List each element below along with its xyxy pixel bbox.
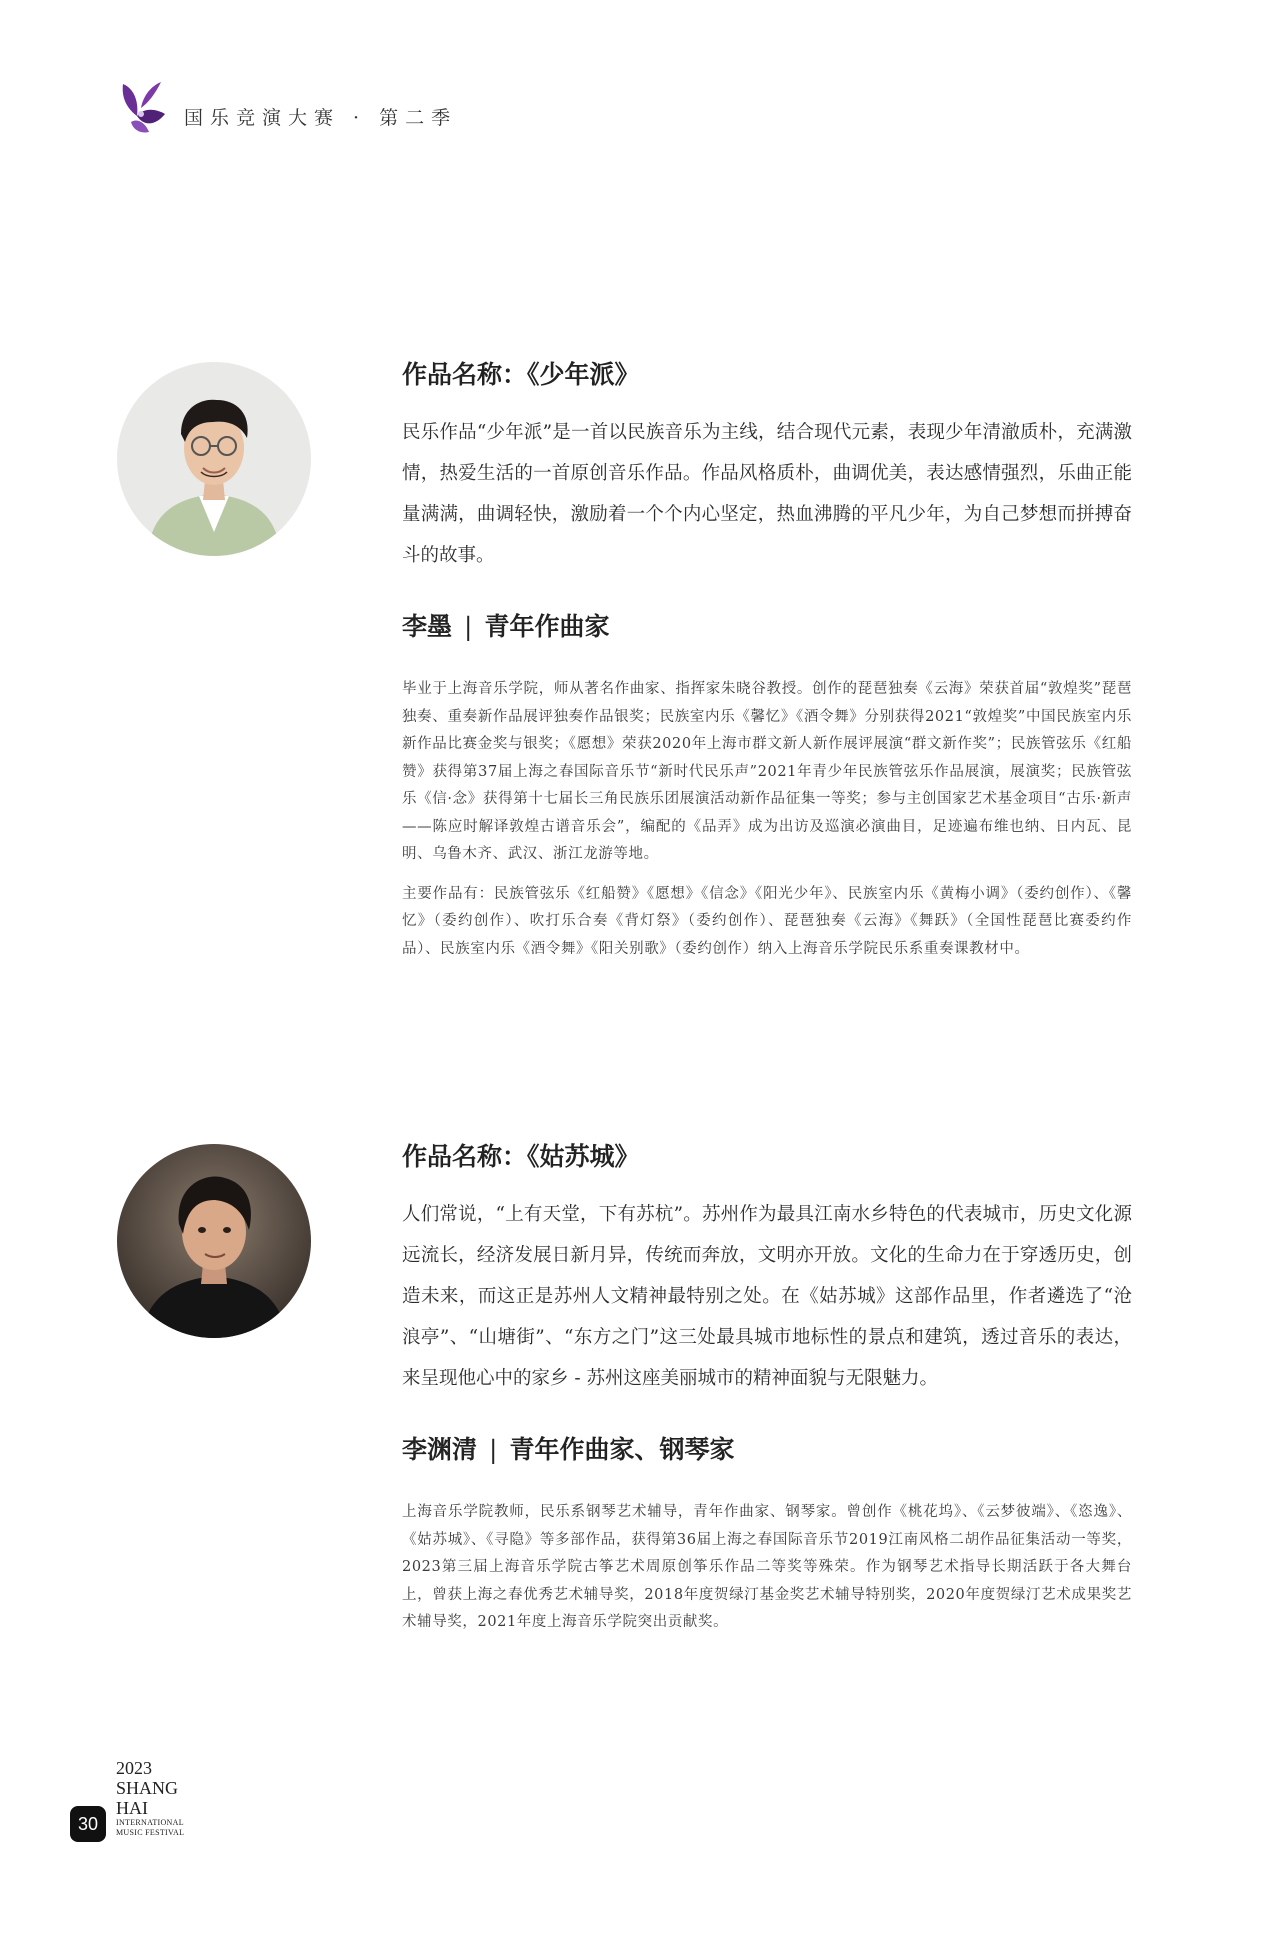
composer-name: 李渊清 (402, 1435, 478, 1464)
page-footer (70, 1758, 210, 1878)
festival-year: 2023 (116, 1758, 152, 1778)
festival-wordmark (116, 1758, 184, 1838)
festival-name-line-3: INTERNATIONAL (116, 1818, 184, 1827)
series-title: 国乐竞演大赛 · 第二季 (184, 107, 458, 129)
festival-name-line-4: MUSIC FESTIVAL (116, 1828, 185, 1837)
heading-separator: | (464, 612, 473, 641)
work-title: 作品名称：《姑苏城》 (402, 1142, 640, 1171)
composer-heading (402, 1435, 1132, 1465)
orchid-flower-logo-icon (115, 78, 170, 138)
composer-heading (402, 612, 1132, 642)
composer-bio: 上海音乐学院教师，民乐系钢琴艺术辅导，青年作曲家、钢琴家。曾创作《桃花坞》、《云梦彼端》、《恣逸》、《姑苏城》、《寻隐》等多部作品，获得第36届上海之春国际音乐节2019江南风格二胡作品征集活动一等奖，2023第三届上海音乐学院古筝艺术周原创筝乐作品二等奖等殊荣。作为钢琴艺术指导长期活跃于各大舞台上，曾获上海之春优秀艺术辅导奖，2018年度贺绿汀基金奖艺术辅导特别奖，2020年度贺绿汀艺术成果奖艺术辅导奖，2021年度上海音乐学院突出贡献奖。 (402, 1504, 1132, 1630)
work-description: 人们常说，“上有天堂，下有苏杭”。苏州作为最具江南水乡特色的代表城市，历史文化源远流长，经济发展日新月异，传统而奔放，文明亦开放。文化的生命力在于穿透历史，创造未来，而这正是苏州人文精神最特别之处。在《姑苏城》这部作品里，作者遴选了“沧浪亭”、“山塘街”、“东方之门”这三处最具城市地标性的景点和建筑，透过音乐的表达，来呈现他心中的家乡 - 苏州这座美丽城市的精神面貌与无限魅力。 (402, 1204, 1132, 1389)
page-header (115, 78, 457, 138)
heading-separator: | (489, 1435, 498, 1464)
composer-portrait-avatar (117, 362, 311, 556)
work-description: 民乐作品“少年派”是一首以民族音乐为主线，结合现代元素，表现少年清澈质朴，充满激情，热爱生活的一首原创音乐作品。作品风格质朴，曲调优美，表达感情强烈，乐曲正能量满满，曲调轻快，激励着一个个内心坚定，热血沸腾的平凡少年，为自己梦想而拼搏奋斗的故事。 (402, 422, 1132, 566)
work-title: 作品名称：《少年派》 (402, 360, 640, 389)
composer-bio: 毕业于上海音乐学院，师从著名作曲家、指挥家朱晓谷教授。创作的琵琶独奏《云海》荣获首届“敦煌奖”琵琶独奏、重奏新作品展评独奏作品银奖；民族室内乐《馨忆》《酒令舞》分别获得2021“敦煌奖”中国民族室内乐新作品比赛金奖与银奖；《愿想》荣获2020年上海市群文新人新作展评展演“群文新作奖”；民族管弦乐《红船赞》获得第37届上海之春国际音乐节“新时代民乐声”2021年青少年民族管弦乐作品展演，展演奖；民族管弦乐《信·念》获得第十七届长三角民族乐团展演活动新作品征集一等奖；参与主创国家艺术基金项目“古乐·新声——陈应时解译敦煌古谱音乐会”，编配的《品弄》成为出访及巡演必演曲目，足迹遍布维也纳、日内瓦、昆明、乌鲁木齐、武汉、浙江龙游等地。 (402, 681, 1132, 862)
composer-portrait-avatar (117, 1144, 311, 1338)
composer-name: 李墨 (402, 612, 453, 641)
entry-content (402, 360, 1132, 963)
composer-role: 青年作曲家、钢琴家 (509, 1435, 735, 1464)
festival-name-line-1: SHANG (116, 1778, 179, 1798)
composer-major-works: 主要作品有：民族管弦乐《红船赞》《愿想》《信念》《阳光少年》、民族室内乐《黄梅小调》（委约创作）、《馨忆》（委约创作）、吹打乐合奏《背灯祭》（委约创作）、琵琶独奏《云海》《舞跃》（全国性琵琶比赛委约作品）、民族室内乐《酒令舞》《阳关别歌》（委约创作）纳入上海音乐学院民乐系重奏课教材中。 (402, 885, 1132, 957)
festival-name-line-2: HAI (116, 1798, 148, 1818)
composer-role: 青年作曲家 (484, 612, 610, 641)
entry-content (402, 1142, 1132, 1637)
page-number-badge: 30 (70, 1806, 106, 1842)
